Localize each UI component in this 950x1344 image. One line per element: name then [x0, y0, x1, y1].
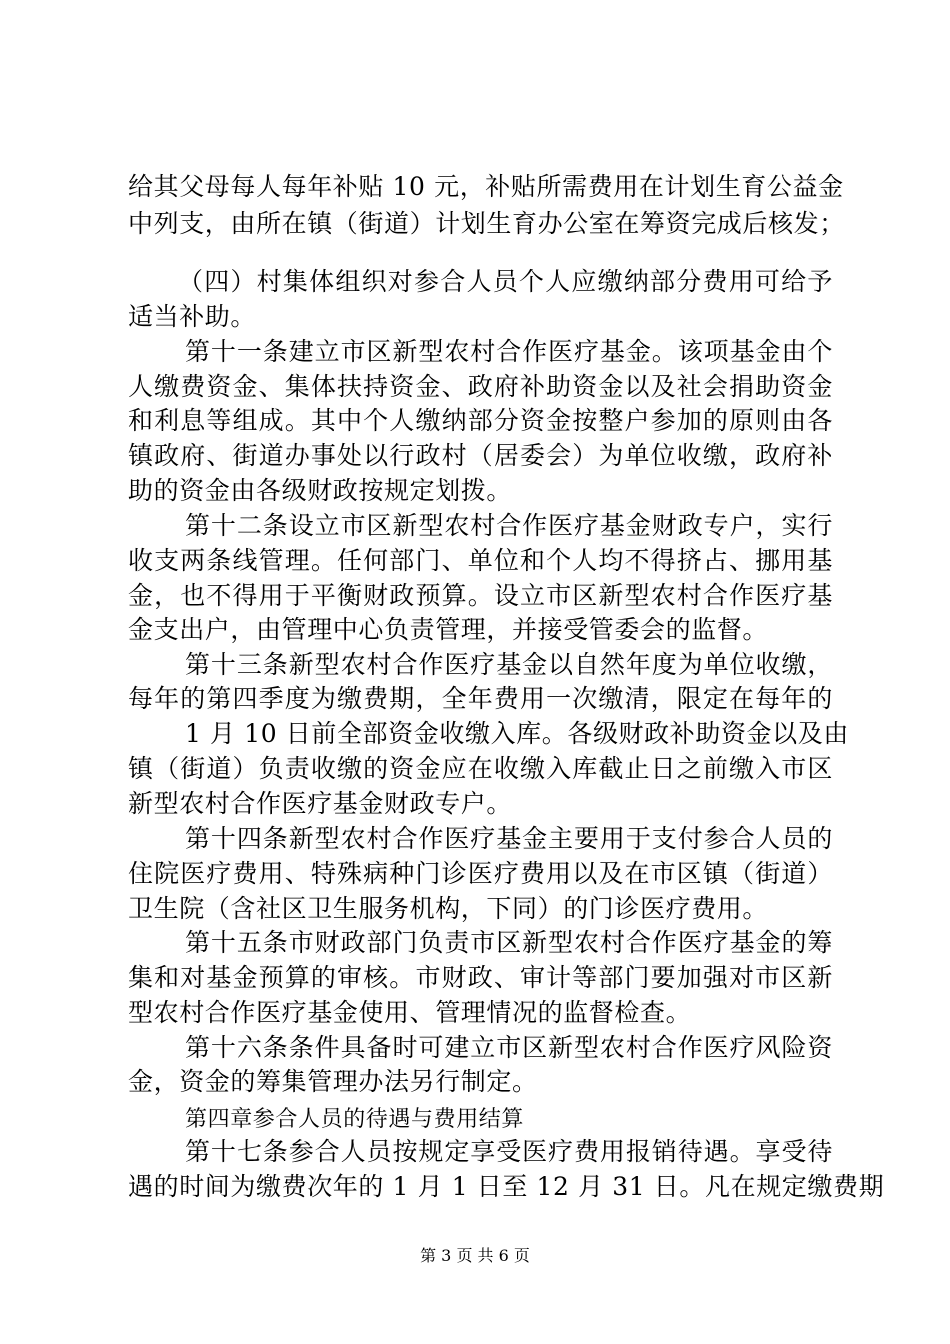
body-text-line: 第十七条参合人员按规定享受医疗费用报销待遇。享受待: [185, 1137, 833, 1166]
body-text-line: 金支出户，由管理中心负责管理，并接受管委会的监督。: [128, 615, 769, 644]
body-text-line: 集和对基金预算的审核。市财政、审计等部门要加强对市区新: [128, 963, 833, 992]
body-text-line: 金，也不得用于平衡财政预算。设立市区新型农村合作医疗基: [128, 581, 833, 610]
body-text-line: （四）村集体组织对参合人员个人应缴纳部分费用可给予: [178, 267, 833, 296]
body-text-line: 助的资金由各级财政按规定划拨。: [128, 476, 513, 505]
body-text-line: 第十五条市财政部门负责市区新型农村合作医疗基金的筹: [185, 928, 833, 957]
body-text-line: 第十二条设立市区新型农村合作医疗基金财政专户，实行: [185, 511, 833, 540]
body-text-line: 型农村合作医疗基金使用、管理情况的监督检查。: [128, 998, 692, 1027]
body-text-line: 1 月 10 日前全部资金收缴入库。各级财政补助资金以及由: [185, 719, 849, 748]
body-text-line: 每年的第四季度为缴费期，全年费用一次缴清，限定在每年的: [128, 684, 833, 713]
body-text-line: 金，资金的筹集管理办法另行制定。: [128, 1067, 538, 1096]
body-text-line: 第十三条新型农村合作医疗基金以自然年度为单位收缴，: [185, 650, 833, 679]
body-text-line: 第十六条条件具备时可建立市区新型农村合作医疗风险资: [185, 1033, 833, 1062]
body-text-line: 镇（街道）负责收缴的资金应在收缴入库截止日之前缴入市区: [128, 754, 833, 783]
body-text-line: 中列支，由所在镇（街道）计划生育办公室在筹资完成后核发；: [128, 209, 845, 238]
body-text-line: 人缴费资金、集体扶持资金、政府补助资金以及社会捐助资金: [128, 372, 833, 401]
body-text-line: 镇政府、街道办事处以行政村（居委会）为单位收缴，政府补: [128, 441, 833, 470]
body-text-line: 和利息等组成。其中个人缴纳部分资金按整户参加的原则由各: [128, 406, 833, 435]
body-text-line: 住院医疗费用、特殊病种门诊医疗费用以及在市区镇（街道）: [128, 859, 833, 888]
body-text-line: 新型农村合作医疗基金财政专户。: [128, 789, 513, 818]
body-text-line: 卫生院（含社区卫生服务机构，下同）的门诊医疗费用。: [128, 894, 769, 923]
body-text-line: 遇的时间为缴费次年的 1 月 1 日至 12 月 31 日。凡在规定缴费期: [128, 1172, 885, 1201]
chapter-heading: 第四章参合人员的待遇与费用结算: [185, 1107, 525, 1132]
body-text-line: 收支两条线管理。任何部门、单位和个人均不得挤占、挪用基: [128, 546, 833, 575]
body-text-line: 适当补助。: [128, 302, 257, 331]
body-text-line: 第十一条建立市区新型农村合作医疗基金。该项基金由个: [185, 337, 833, 366]
body-text-line: 第十四条新型农村合作医疗基金主要用于支付参合人员的: [185, 824, 833, 853]
body-text-line: 给其父母每人每年补贴 10 元，补贴所需费用在计划生育公益金: [128, 172, 844, 201]
page-indicator: 第 3 页 共 6 页: [420, 1246, 530, 1265]
